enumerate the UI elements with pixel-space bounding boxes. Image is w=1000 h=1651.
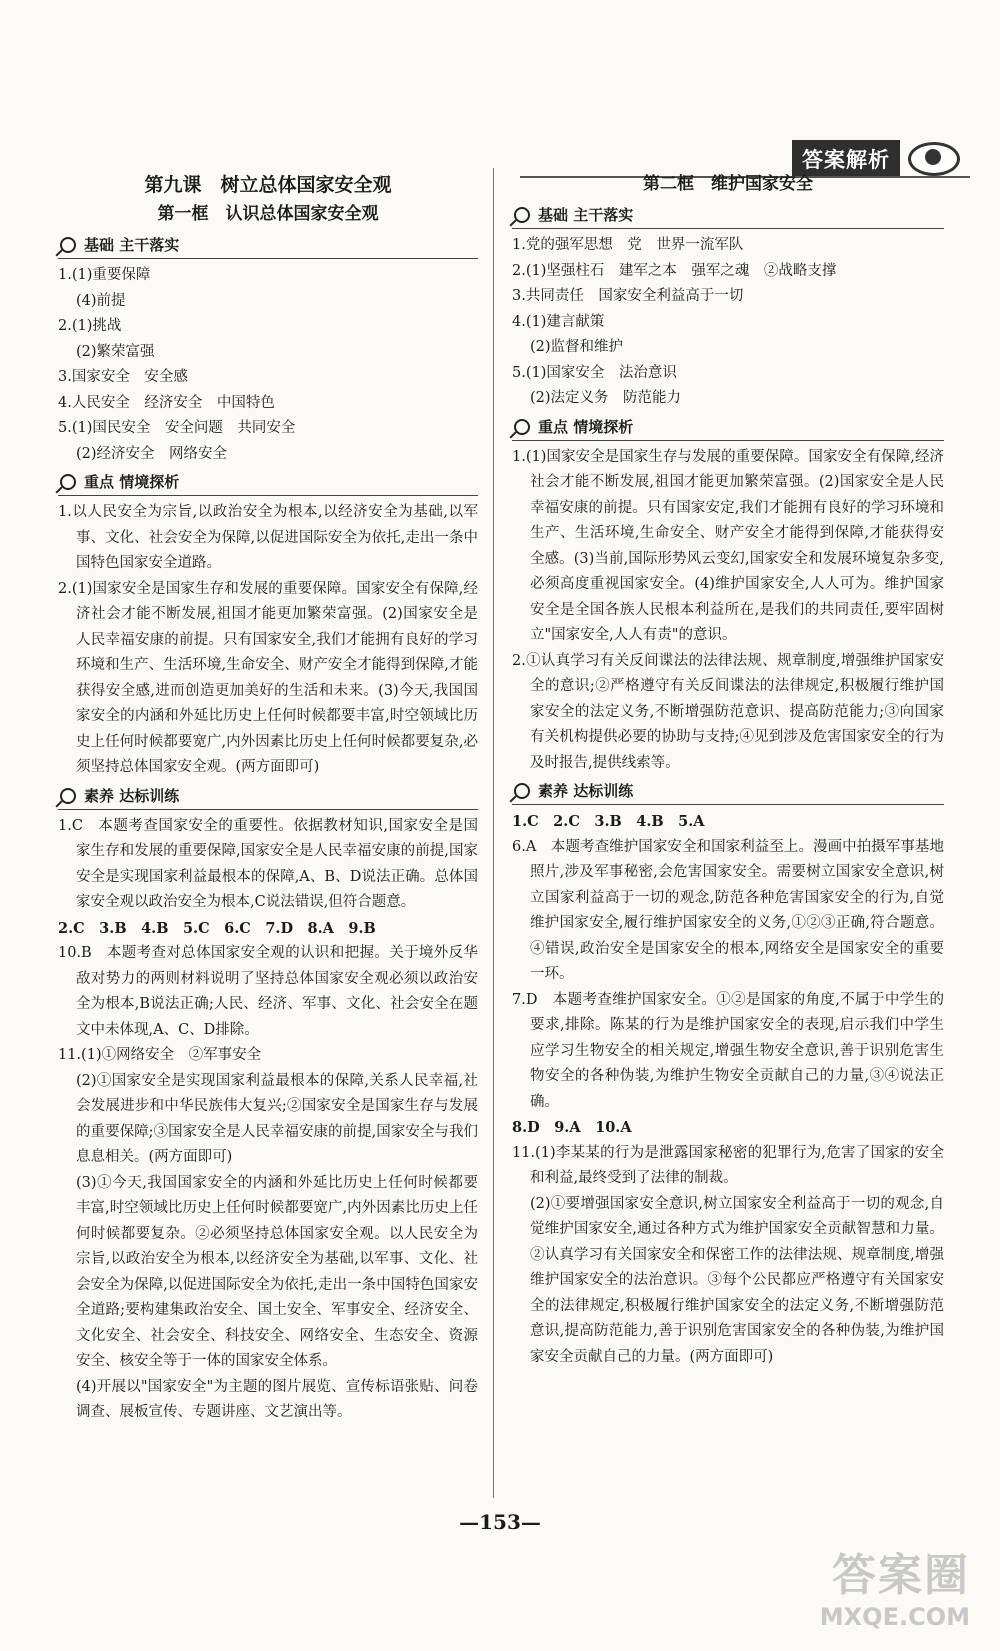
section-title: 重点 情境探析 (84, 473, 180, 491)
section-title: 基础 主干落实 (538, 206, 634, 224)
magnifier-icon (60, 788, 76, 804)
magnifier-icon (514, 783, 530, 799)
answer-line: (4)前提 (76, 292, 126, 309)
column-divider (493, 168, 494, 1498)
answer-line: 4.人民安全 经济安全 中国特色 (58, 394, 275, 411)
answer-line: (2)监督和维护 (530, 339, 624, 355)
answer-line: 2.(1)坚强柱石 建军之本 强军之魂 ②战略支撑 (512, 262, 837, 279)
section-practice-right (512, 778, 944, 805)
answer-line: 3.国家安全 安全感 (58, 369, 188, 385)
answer-line: 1.(1)重要保障 (58, 267, 151, 283)
magnifier-icon (514, 207, 530, 223)
answer-line: 5.(1)国家安全 法治意识 (512, 364, 677, 381)
section-title: 素养 达标训练 (538, 782, 634, 800)
answer-line: 3.共同责任 国家安全利益高于一切 (512, 288, 744, 304)
lesson-title: 第九课 树立总体国家安全观 (144, 174, 392, 196)
answer-paragraph: 6.A 本题考查维护国家安全和国家利益至上。漫画中拍摄军事基地照片,涉及军事秘密,会危害国家安全。需要树立国家安全意识,树立国家利益高于一切的观念,防范各种危害国家安全的行为,自觉维护国家安全,履行维护国家安全的义务,①②③正确,符合题意。④错误,政治安全是国家安全的根本,网络安全是国家安全的重要一环。 (512, 838, 944, 982)
section-title: 素养 达标训练 (84, 786, 180, 805)
section-practice-left (58, 783, 478, 810)
answer-paragraph: 2.①认真学习有关反间谍法的法律法规、规章制度,增强维护国家安全的意识;②严格遵守有关反间谍法的法律规定,积极履行维护国家安全的法定义务,不断增强防范意识、提高防范能力;③向国家有关机构提供必要的协助与支持;④见到涉及危害国家安全的行为及时报告,提供线索等。 (512, 652, 944, 771)
section-title: 重点 情境探析 (538, 417, 634, 436)
answer-paragraph: (2)①要增强国家安全意识,树立国家安全利益高于一切的观念,自觉维护国家安全,通过各种方式为维护国家安全贡献智慧和力量。②认真学习有关国家安全和保密工作的法律法规、规章制度,增强维护国家安全的法治意识。③每个公民都应严格遵守有关国家安全的法律规定,积极履行维护国家安全的法定义务,不断增强防范意识,提高防范能力,善于识别危害国家安全的各种伪装,为维护国家安全贡献自己的力量。(两方面即可) (530, 1195, 944, 1365)
answer-paragraph: 1.C 本题考查国家安全的重要性。依据教材知识,国家安全是国家生存和发展的重要保障,国家安全是人民幸福安康的前提,国家安全是实现国家利益最根本的保障,A、B、D说法正确。总体国家安全观以政治安全为根本,C说法错误,但符合题意。 (58, 817, 478, 910)
answer-paragraph: 11.(1)李某某的行为是泄露国家秘密的犯罪行为,危害了国家的安全和利益,最终受到了法律的制裁。 (512, 1144, 944, 1186)
section-key-left (58, 469, 478, 496)
answer-paragraph: 10.B 本题考查对总体国家安全观的认识和把握。关于境外反华敌对势力的两则材料说明了坚持总体国家安全观必须以政治安全为根本,B说法正确;人民、经济、军事、文化、社会安全在题文中未体现,A、C、D排除。 (58, 945, 478, 1038)
left-column (58, 170, 478, 1426)
magnifier-icon (514, 419, 530, 435)
watermark (820, 1539, 970, 1631)
answer-paragraph: 1.以人民安全为宗旨,以政治安全为根本,以经济安全为基础,以军事、文化、社会安全为保障,以促进国际安全为依托,走出一条中国特色国家安全道路。 (58, 504, 478, 571)
answer-line: 1.党的强军思想 党 世界一流军队 (512, 237, 744, 253)
section-title: 基础 主干落实 (84, 236, 180, 254)
answer-line: 8.D 9.A 10.A (512, 1119, 632, 1136)
answer-paragraph: 7.D 本题考查维护国家安全。①②是国家的角度,不属于中学生的要求,排除。陈某的行为是维护国家安全的表现,启示我们中学生应学习生物安全的相关规定,增强生物安全意识,善于识别危害生物安全的各种伪装,为维护生物安全贡献自己的力量,③④说法正确。 (512, 991, 944, 1110)
answer-line: 11.(1)①网络安全 ②军事安全 (58, 1047, 262, 1063)
section-key-right (512, 414, 944, 441)
magnifier-icon (60, 237, 76, 253)
right-column (512, 170, 944, 1370)
watermark-big: 答案圈 (832, 1550, 970, 1601)
answer-line: 4.(1)建言献策 (512, 313, 605, 330)
frame-title-right: 第二框 维护国家安全 (643, 174, 813, 194)
answer-paragraph: 1.(1)国家安全是国家生存与发展的重要保障。国家安全有保障,经济社会才能不断发展,祖国才能更加繁荣富强。(2)国家安全是人民幸福安康的前提。只有国家安定,我们才能拥有良好的学习环境和生产、生活环境,生命安全、财产安全才能得到保障,才能获得安全感。(3)当前,国际形势风云变幻,国家安全和发展环境复杂多变,必须高度重视国家安全。(4)维护国家安全,人人可为。维护国家安全是全国各族人民根本利益所在,是我们的共同责任,要牢固树立"国家安全,人人有责"的意识。 (512, 448, 944, 643)
answer-paragraph: (2)①国家安全是实现国家利益最根本的保障,关系人民幸福,社会发展进步和中华民族伟大复兴;②国家安全是国家生存与发展的重要保障;③国家安全是人民幸福安康的前提,国家安全与我们息息相关。(两方面即可) (76, 1072, 478, 1165)
answer-line: (2)繁荣富强 (76, 343, 155, 360)
answer-line: 2.(1)挑战 (58, 318, 122, 334)
page-number: —153— (459, 1510, 541, 1534)
answer-line: 1.C 2.C 3.B 4.B 5.A (512, 813, 705, 830)
badge-text: 答案解析 (792, 140, 900, 178)
section-basic-right (512, 202, 944, 229)
answer-paragraph: (3)①今天,我国国家安全的内涵和外延比历史上任何时候都要丰富,时空领域比历史上任何时候都要宽广,内外因素比历史上任何时候都要复杂。②必须坚持总体国家安全观。以人民安全为宗旨,以政治安全为根本,以经济安全为基础,以军事、文化、社会安全为保障,以促进国际安全为依托,走出一条中国特色国家安全道路;要构建集政治安全、国土安全、军事安全、经济安全、文化安全、社会安全、科技安全、网络安全、生态安全、资源安全、核安全等于一体的国家安全体系。 (76, 1174, 478, 1369)
answer-paragraph: (4)开展以"国家安全"为主题的图片展览、宣传标语张贴、问卷调查、展板宣传、专题讲座、文艺演出等。 (76, 1378, 478, 1420)
magnifier-icon (60, 474, 76, 490)
answer-line: (2)经济安全 网络安全 (76, 445, 228, 462)
section-basic-left (58, 232, 478, 259)
watermark-small: MXQE.COM (819, 1603, 970, 1631)
answer-line: 2.C 3.B 4.B 5.C 6.C 7.D 8.A 9.B (58, 919, 376, 937)
answer-line: (2)法定义务 防范能力 (530, 390, 682, 406)
frame-title-left: 第一框 认识总体国家安全观 (157, 204, 379, 224)
answer-paragraph: 2.(1)国家安全是国家生存和发展的重要保障。国家安全有保障,经济社会才能不断发展,祖国才能更加繁荣富强。(2)国家安全是人民幸福安康的前提。只有国家安全,我们才能拥有良好的学习环境和生产、生活环境,生命安全、财产安全才能得到保障,才能获得安全感,进而创造更加美好的生活和未来。(3)今天,我国国家安全的内涵和外延比历史上任何时候都要丰富,时空领域比历史上任何时候都要宽广,内外因素比历史上任何时候都要复杂,必须坚持总体国家安全观。(两方面即可) (58, 580, 478, 775)
answer-line: 5.(1)国民安全 安全问题 共同安全 (58, 420, 296, 436)
